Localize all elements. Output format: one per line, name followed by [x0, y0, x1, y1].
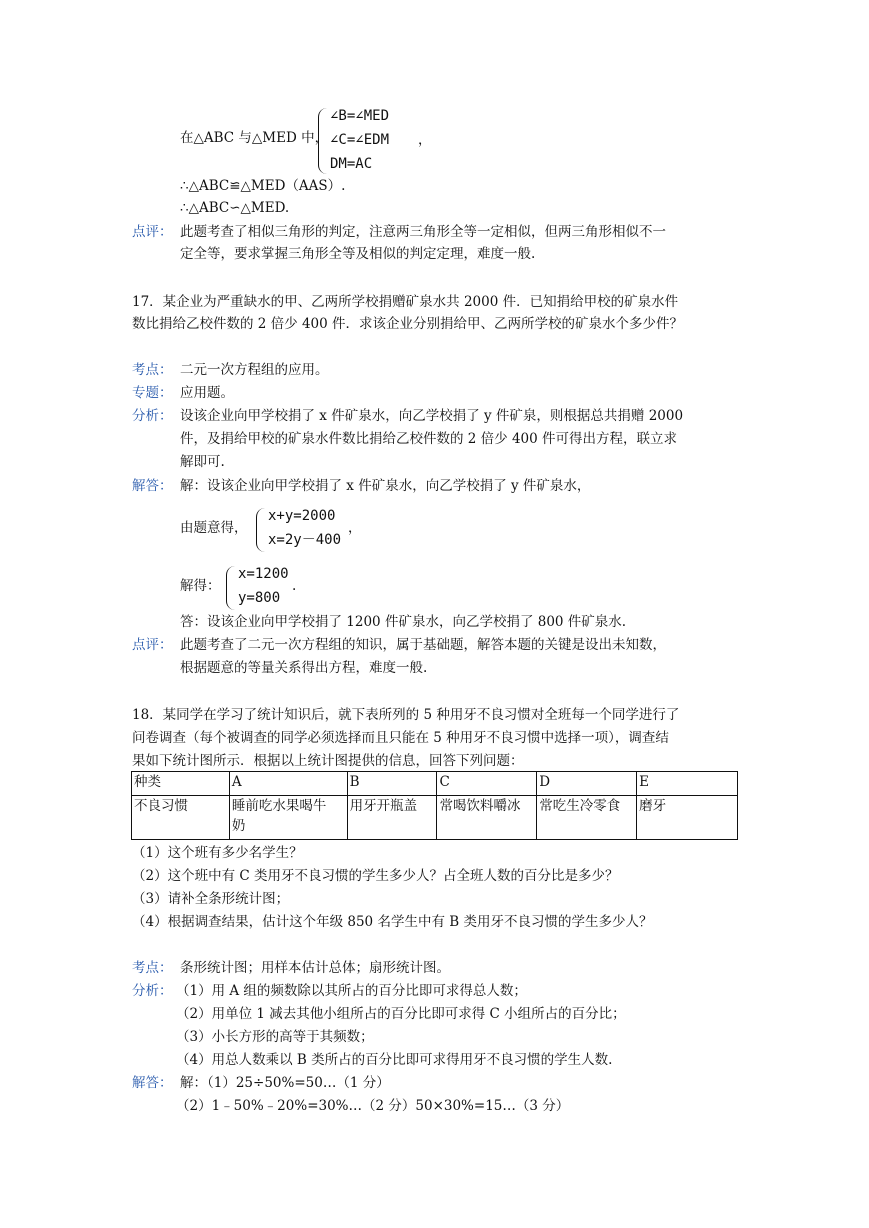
cell-line: 奶 — [231, 818, 246, 834]
row-label-cell: 不良习惯 — [132, 796, 230, 840]
q16-sys-suffix: ， — [418, 132, 432, 148]
q18-kaodian-label: 考点： — [132, 960, 173, 976]
header-cell: E — [637, 772, 738, 796]
q18-jieda-1: 解：（1）25÷50%=50…（1 分） — [180, 1075, 390, 1091]
q18-jieda-label: 解答： — [132, 1075, 173, 1091]
q17-kaodian: 二元一次方程组的应用。 — [180, 362, 329, 378]
q17-jieda-line-1: 解：设该企业向甲学校捐了 x 件矿泉水，向乙学校捐了 y 件矿泉水， — [180, 478, 591, 494]
q16-eq-1: ∠B=∠MED — [330, 108, 390, 124]
header-cell: C — [437, 772, 537, 796]
q16-comment-line-1: 此题考查了相似三角形的判定，注意两三角形全等一定相似，但两三角形相似不一 — [180, 224, 666, 240]
left-brace — [256, 508, 265, 552]
q18-question-1: （1）这个班有多少名学生？ — [132, 845, 303, 861]
header-cell: A — [229, 772, 347, 796]
table-cell: 常喝饮料嚼冰 — [437, 796, 537, 840]
q18-question-2: （2）这个班中有 C 类用牙不良习惯的学生多少人？占全班人数的百分比是多少？ — [132, 868, 619, 884]
q18-stem-line-1: 18．某同学在学习了统计知识后，就下表所列的 5 种用牙不良习惯对全班每一个同学进行了 — [132, 707, 680, 723]
q17-eq-2: x=2y－400 — [268, 532, 342, 548]
cell-line: 睡前吃水果喝牛 — [231, 798, 327, 814]
q16-comment-line-2: 定全等，要求掌握三角形全等及相似的判定定理，难度一般. — [180, 246, 536, 262]
q16-comment-label: 点评： — [132, 224, 173, 240]
q18-fenxi-3: （3）小长方形的高等于其频数； — [176, 1029, 374, 1045]
q16-eq-3: DM=AC — [330, 156, 373, 172]
table-cell: 常吃生冷零食 — [537, 796, 637, 840]
q16-therefore-1: ∴△ABC≌△MED（AAS）. — [180, 178, 346, 194]
q18-question-4: （4）根据调查结果，估计这个年级 850 名学生中有 B 类用牙不良习惯的学生多少人？ — [132, 914, 653, 930]
q18-fenxi-4: （4）用总人数乘以 B 类所占的百分比即可求得用牙不良习惯的学生人数. — [176, 1052, 613, 1068]
table-cell: 用牙开瓶盖 — [347, 796, 437, 840]
q16-therefore-2: ∴△ABC∽△MED. — [180, 200, 290, 216]
q17-eq-intro: 由题意得， — [180, 520, 248, 536]
q17-dianping-label: 点评： — [132, 637, 173, 653]
q17-dianping-line-1: 此题考查了二元一次方程组的知识，属于基础题，解答本题的关键是设出未知数， — [180, 637, 666, 653]
q17-zhuanti-label: 专题： — [132, 385, 173, 401]
q17-dianping-line-2: 根据题意的等量关系得出方程，难度一般. — [180, 660, 428, 676]
q18-question-3: （3）请补全条形统计图； — [132, 891, 290, 907]
q18-fenxi-2: （2）用单位 1 减去其他小组所占的百分比即可求得 C 小组所占的百分比； — [176, 1006, 626, 1022]
q17-stem-line-2: 数比捐给乙校件数的 2 倍少 400 件．求该企业分别捐给甲、乙两所学校的矿泉水个多少件？ — [132, 316, 684, 332]
q18-stem-line-3: 果如下统计图所示．根据以上统计图提供的信息，回答下列问题： — [132, 753, 524, 769]
q17-fenxi-line-3: 解即可. — [180, 454, 225, 470]
q18-fenxi-1: （1）用 A 组的频数除以其所占的百分比即可求得总人数； — [176, 983, 527, 999]
q17-answer: 答：设该企业向甲学校捐了 1200 件矿泉水，向乙学校捐了 800 件矿泉水. — [180, 614, 627, 630]
table-cell: 磨牙 — [637, 796, 738, 840]
q17-fenxi-label: 分析： — [132, 408, 173, 424]
q17-fenxi-line-2: 件，及捐给甲校的矿泉水件数比捐给乙校件数的 2 倍少 400 件可得出方程，联立求 — [180, 431, 678, 447]
q17-eq-1: x+y=2000 — [268, 508, 336, 524]
header-cell: 种类 — [132, 772, 230, 796]
q17-sol-1: x=1200 — [238, 566, 289, 582]
table-row — [132, 796, 738, 840]
q17-sol-intro: 解得： — [180, 578, 221, 594]
left-brace — [318, 108, 327, 174]
q16-intro: 在△ABC 与△MED 中， — [180, 130, 329, 146]
left-brace — [226, 566, 235, 610]
q16-eq-2: ∠C=∠EDM — [330, 132, 390, 148]
q18-stem-line-2: 问卷调查（每个被调查的同学必须选择而且只能在 5 种用牙不良习惯中选择一项），调查结 — [132, 730, 669, 746]
table-header-row — [132, 772, 738, 796]
q17-sol-suffix: . — [292, 578, 297, 594]
table-cell — [229, 796, 347, 840]
q17-sol-2: y=800 — [238, 590, 281, 606]
q18-jieda-2: （2）1﹣50%﹣20%=30%…（2 分）50×30%=15…（3 分） — [176, 1098, 570, 1114]
header-cell: D — [537, 772, 637, 796]
q18-fenxi-label: 分析： — [132, 983, 173, 999]
q17-eq-suffix: ， — [348, 520, 362, 536]
header-cell: B — [347, 772, 437, 796]
q18-kaodian: 条形统计图；用样本估计总体；扇形统计图。 — [180, 960, 450, 976]
q17-stem-line-1: 17．某企业为严重缺水的甲、乙两所学校捐赠矿泉水共 2000 件．已知捐给甲校的矿泉水件 — [132, 294, 679, 310]
q17-zhuanti: 应用题。 — [180, 385, 234, 401]
q17-fenxi-line-1: 设该企业向甲学校捐了 x 件矿泉水，向乙学校捐了 y 件矿泉，则根据总共捐赠 2000 — [180, 408, 684, 424]
q17-jieda-label: 解答： — [132, 478, 173, 494]
habit-table — [131, 771, 738, 840]
q17-kaodian-label: 考点： — [132, 362, 173, 378]
